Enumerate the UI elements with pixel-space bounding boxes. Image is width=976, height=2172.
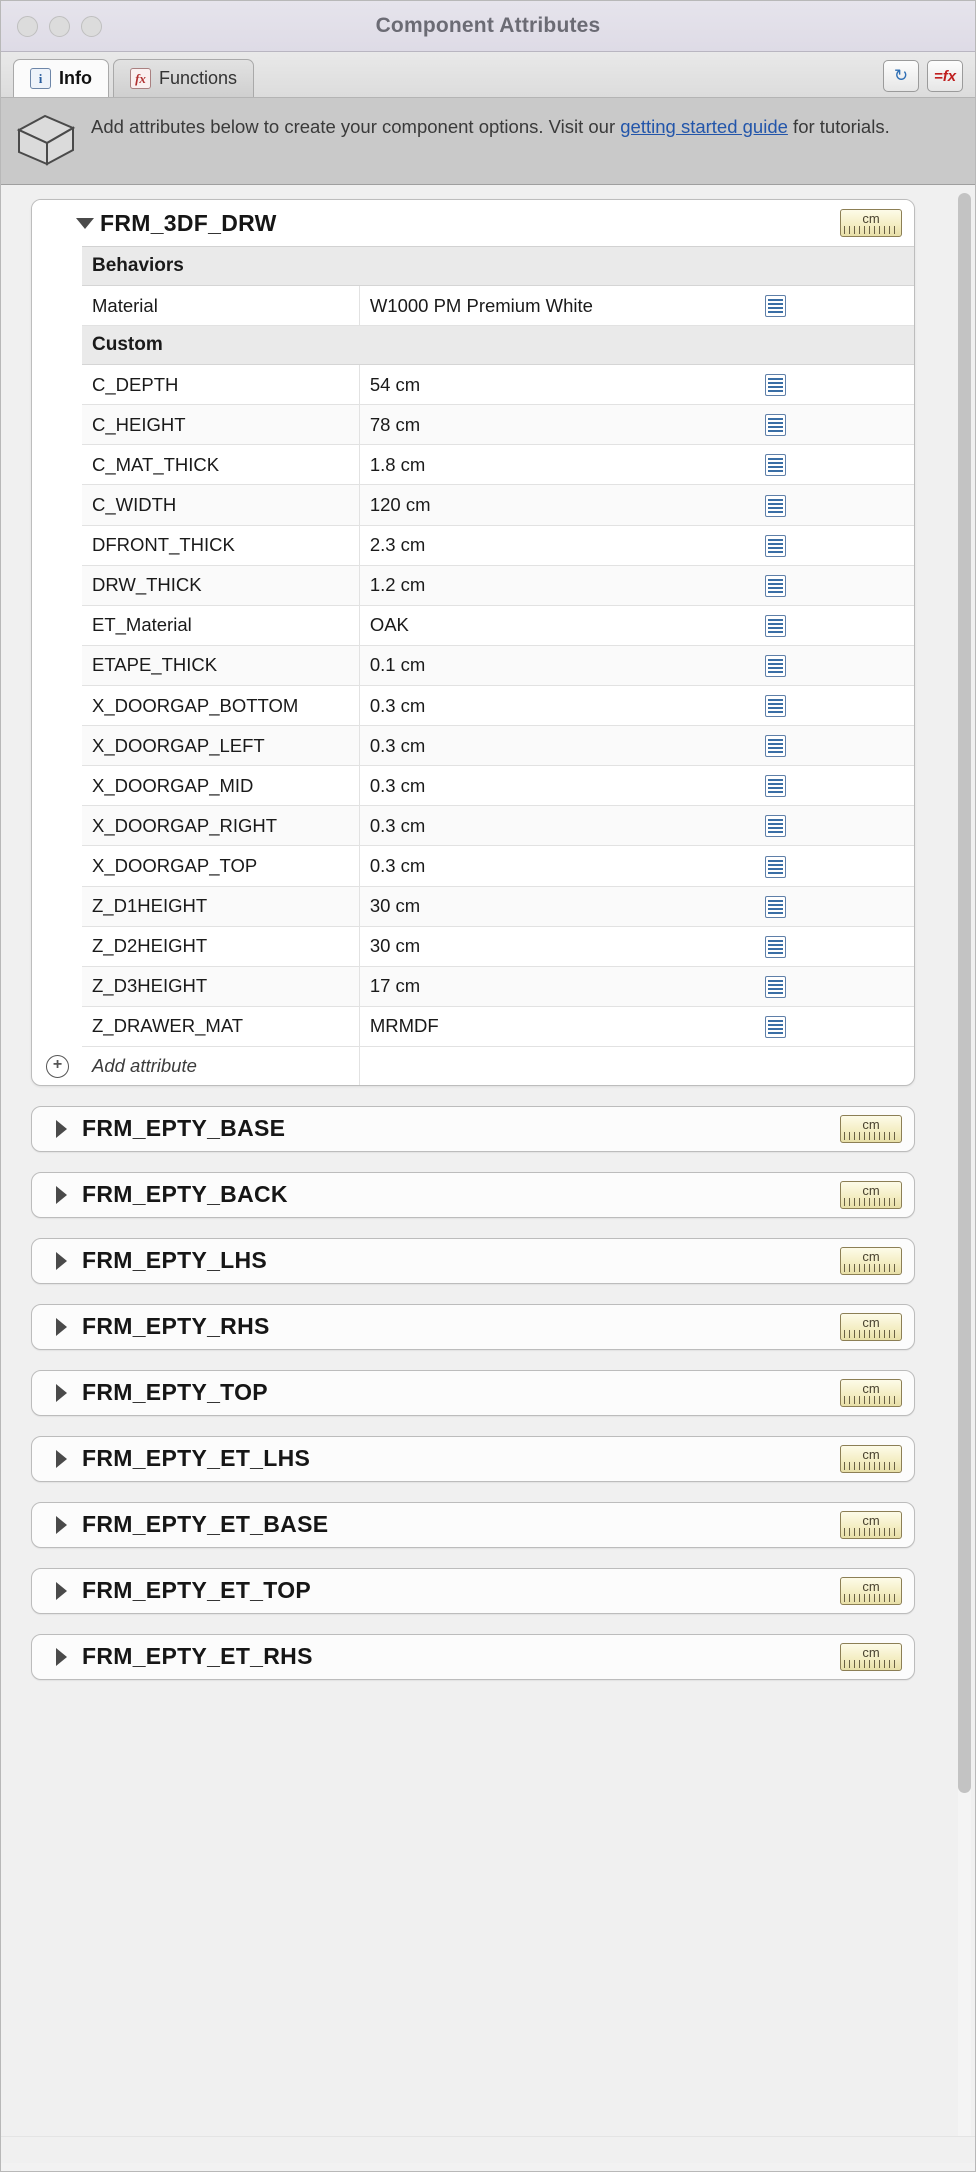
attribute-group-frm-epty-top[interactable] (31, 1370, 915, 1416)
banner-text-after: for tutorials. (787, 116, 890, 137)
attribute-group-frm-epty-et-lhs[interactable] (31, 1436, 915, 1482)
group-title: FRM_EPTY_BACK (82, 1181, 288, 1208)
list-options-icon[interactable] (765, 936, 786, 958)
table-row[interactable] (82, 886, 914, 926)
attribute-value[interactable]: OAK (359, 605, 636, 645)
table-row[interactable] (82, 685, 914, 725)
list-options-icon[interactable] (765, 856, 786, 878)
group-title: FRM_EPTY_ET_TOP (82, 1577, 312, 1604)
unit-badge[interactable] (840, 1115, 902, 1143)
list-options-icon[interactable] (765, 655, 786, 677)
list-options-icon[interactable] (765, 695, 786, 717)
list-options-icon[interactable] (765, 735, 786, 757)
add-attribute-icon-cell (637, 1046, 914, 1085)
table-row[interactable] (82, 365, 914, 405)
table-row[interactable] (82, 605, 914, 645)
attribute-value[interactable]: 54 cm (359, 365, 636, 405)
list-options-icon[interactable] (765, 535, 786, 557)
ruler-ticks (844, 1528, 898, 1536)
window-title: Component Attributes (375, 14, 601, 37)
chevron-right-icon[interactable] (56, 1648, 67, 1666)
table-row[interactable] (82, 525, 914, 565)
attribute-options-cell[interactable] (637, 365, 914, 405)
attribute-name: Material (82, 286, 359, 326)
list-options-icon[interactable] (765, 454, 786, 476)
chevron-right-icon[interactable] (56, 1582, 67, 1600)
group-title: FRM_EPTY_TOP (82, 1379, 268, 1406)
add-attribute-row[interactable] (82, 1046, 914, 1085)
list-options-icon[interactable] (765, 414, 786, 436)
info-icon: i (30, 68, 51, 89)
attribute-name: Z_DRAWER_MAT (82, 1006, 359, 1046)
attribute-name: ET_Material (82, 605, 359, 645)
list-options-icon[interactable] (765, 896, 786, 918)
chevron-right-icon[interactable] (56, 1450, 67, 1468)
list-options-icon[interactable] (765, 495, 786, 517)
list-options-icon[interactable] (765, 295, 786, 317)
unit-label: cm (862, 1380, 880, 1396)
list-options-icon[interactable] (765, 1016, 786, 1038)
add-attribute-label: Add attribute (92, 1054, 197, 1076)
list-options-icon[interactable] (765, 615, 786, 637)
wireframe-cube-icon (15, 112, 77, 168)
table-row[interactable] (82, 645, 914, 685)
ruler-ticks (844, 226, 898, 234)
attributes-table (52, 246, 914, 1085)
attribute-group-frm-3df-drw (31, 199, 915, 1086)
attribute-options-cell[interactable] (637, 565, 914, 605)
group-title: FRM_EPTY_RHS (82, 1313, 270, 1340)
attribute-name: C_HEIGHT (82, 405, 359, 445)
table-row[interactable] (82, 766, 914, 806)
tab-info[interactable] (13, 59, 109, 97)
table-section-behaviors (82, 247, 914, 286)
list-options-icon[interactable] (765, 374, 786, 396)
tab-info-label: Info (59, 68, 92, 88)
tab-functions-label: Functions (159, 68, 238, 88)
attribute-group-frm-epty-back[interactable] (31, 1172, 915, 1218)
group-title: FRM_3DF_DRW (100, 209, 277, 236)
unit-label: cm (862, 1446, 880, 1462)
attribute-options-cell[interactable] (637, 605, 914, 645)
list-options-icon[interactable] (765, 575, 786, 597)
attribute-options-cell[interactable] (637, 806, 914, 846)
attribute-name: X_DOORGAP_BOTTOM (82, 685, 359, 725)
group-title: FRM_EPTY_ET_LHS (82, 1445, 311, 1472)
group-header[interactable] (32, 200, 914, 246)
unit-label: cm (862, 1512, 880, 1528)
attribute-group-frm-epty-rhs[interactable] (31, 1304, 915, 1350)
attribute-value[interactable]: 2.3 cm (359, 525, 636, 565)
attribute-value[interactable]: 78 cm (359, 405, 636, 445)
banner-text (91, 112, 890, 140)
table-row[interactable] (82, 405, 914, 445)
table-row[interactable] (82, 726, 914, 766)
unit-label: cm (862, 1248, 880, 1264)
getting-started-guide-link[interactable]: getting started guide (620, 116, 788, 137)
unit-badge[interactable] (840, 1379, 902, 1407)
table-row[interactable] (82, 926, 914, 966)
attribute-options-cell[interactable] (637, 766, 914, 806)
list-options-icon[interactable] (765, 976, 786, 998)
table-row[interactable] (82, 966, 914, 1006)
table-row[interactable] (82, 806, 914, 846)
attribute-value[interactable]: 0.3 cm (359, 726, 636, 766)
plus-circle-icon[interactable]: + (46, 1055, 69, 1078)
group-title: FRM_EPTY_LHS (82, 1247, 268, 1274)
unit-badge[interactable] (840, 1511, 902, 1539)
attribute-name: X_DOORGAP_TOP (82, 846, 359, 886)
ruler-ticks (844, 1198, 898, 1206)
attribute-value[interactable]: MRMDF (359, 1006, 636, 1046)
attribute-name: C_WIDTH (82, 485, 359, 525)
window-titlebar (1, 1, 975, 52)
unit-badge[interactable] (840, 1247, 902, 1275)
attributes-list (1, 185, 945, 1680)
window-bottom-edge (1, 2136, 975, 2163)
attribute-group-frm-epty-lhs[interactable] (31, 1238, 915, 1284)
attribute-name: Z_D1HEIGHT (82, 886, 359, 926)
tab-functions[interactable] (113, 59, 254, 97)
attribute-options-cell[interactable] (637, 966, 914, 1006)
attributes-scroll-area[interactable] (1, 185, 975, 2163)
formula-icon[interactable]: =fx (927, 60, 963, 92)
unit-badge[interactable] (840, 1643, 902, 1671)
chevron-right-icon[interactable] (56, 1318, 67, 1336)
attribute-options-cell[interactable] (637, 726, 914, 766)
unit-label: cm (862, 1644, 880, 1660)
scrollbar-thumb[interactable] (958, 193, 971, 1793)
refresh-icon[interactable]: ↻ (883, 60, 919, 92)
group-title: FRM_EPTY_BASE (82, 1115, 286, 1142)
attribute-options-cell[interactable] (637, 445, 914, 485)
table-row[interactable] (82, 286, 914, 326)
attribute-value[interactable]: 0.3 cm (359, 846, 636, 886)
attribute-value[interactable]: 120 cm (359, 485, 636, 525)
vertical-scrollbar[interactable] (958, 193, 971, 2155)
unit-label: cm (862, 1578, 880, 1594)
attribute-name: ETAPE_THICK (82, 645, 359, 685)
hint-banner (1, 98, 975, 185)
attribute-name: Z_D2HEIGHT (82, 926, 359, 966)
unit-badge[interactable] (840, 1577, 902, 1605)
attribute-value[interactable]: 0.1 cm (359, 645, 636, 685)
fx-icon: fx (130, 68, 151, 89)
unit-badge[interactable] (840, 209, 902, 237)
unit-label: cm (862, 1314, 880, 1330)
table-row[interactable] (82, 565, 914, 605)
attribute-options-cell[interactable] (637, 485, 914, 525)
unit-badge[interactable] (840, 1313, 902, 1341)
unit-badge[interactable] (840, 1181, 902, 1209)
attribute-name: X_DOORGAP_RIGHT (82, 806, 359, 846)
attribute-value[interactable]: 30 cm (359, 886, 636, 926)
section-label: Behaviors (82, 247, 914, 286)
table-row[interactable] (82, 485, 914, 525)
list-options-icon[interactable] (765, 815, 786, 837)
ruler-ticks (844, 1594, 898, 1602)
chevron-right-icon[interactable] (56, 1384, 67, 1402)
table-row[interactable] (82, 1006, 914, 1046)
add-attribute-value-cell[interactable] (359, 1046, 636, 1085)
attribute-name: C_MAT_THICK (82, 445, 359, 485)
section-label: Custom (82, 326, 914, 365)
attribute-value[interactable]: 30 cm (359, 926, 636, 966)
attribute-value[interactable]: 0.3 cm (359, 766, 636, 806)
chevron-right-icon[interactable] (56, 1186, 67, 1204)
attribute-value[interactable]: 1.2 cm (359, 565, 636, 605)
attribute-options-cell[interactable] (637, 645, 914, 685)
unit-badge[interactable] (840, 1445, 902, 1473)
ruler-ticks (844, 1396, 898, 1404)
attribute-name: DFRONT_THICK (82, 525, 359, 565)
ruler-ticks (844, 1330, 898, 1338)
attribute-name: X_DOORGAP_MID (82, 766, 359, 806)
table-row[interactable] (82, 846, 914, 886)
attribute-value[interactable]: 1.8 cm (359, 445, 636, 485)
attribute-group-frm-epty-et-top[interactable] (31, 1568, 915, 1614)
attribute-value[interactable]: W1000 PM Premium White (359, 286, 636, 326)
attribute-name: X_DOORGAP_LEFT (82, 726, 359, 766)
attribute-value[interactable]: 17 cm (359, 966, 636, 1006)
attribute-options-cell[interactable] (637, 886, 914, 926)
attribute-options-cell[interactable] (637, 1006, 914, 1046)
attribute-group-frm-epty-base[interactable] (31, 1106, 915, 1152)
attribute-name: Z_D3HEIGHT (82, 966, 359, 1006)
attribute-name: DRW_THICK (82, 565, 359, 605)
tab-strip-actions (883, 60, 963, 97)
attribute-options-cell[interactable] (637, 846, 914, 886)
banner-text-before: Add attributes below to create your component options. Visit our (91, 116, 621, 137)
attribute-group-frm-epty-et-base[interactable] (31, 1502, 915, 1548)
attribute-options-cell[interactable] (637, 926, 914, 966)
list-options-icon[interactable] (765, 775, 786, 797)
group-title: FRM_EPTY_ET_BASE (82, 1511, 329, 1538)
add-attribute-cell[interactable] (52, 1046, 359, 1085)
attribute-value[interactable]: 0.3 cm (359, 685, 636, 725)
attribute-options-cell[interactable] (637, 286, 914, 326)
attribute-options-cell[interactable] (637, 405, 914, 445)
chevron-right-icon[interactable] (56, 1120, 67, 1138)
unit-label: cm (862, 1182, 880, 1198)
ruler-ticks (844, 1462, 898, 1470)
chevron-down-icon[interactable] (76, 218, 94, 229)
attribute-options-cell[interactable] (637, 525, 914, 565)
unit-label: cm (862, 211, 880, 226)
table-section-custom (82, 326, 914, 365)
unit-label: cm (862, 1116, 880, 1132)
tab-strip (1, 52, 975, 98)
attribute-group-frm-epty-et-rhs[interactable] (31, 1634, 915, 1680)
attribute-value[interactable]: 0.3 cm (359, 806, 636, 846)
table-row[interactable] (82, 445, 914, 485)
attribute-name: C_DEPTH (82, 365, 359, 405)
chevron-right-icon[interactable] (56, 1516, 67, 1534)
chevron-right-icon[interactable] (56, 1252, 67, 1270)
group-title: FRM_EPTY_ET_RHS (82, 1643, 313, 1670)
ruler-ticks (844, 1132, 898, 1140)
ruler-ticks (844, 1264, 898, 1272)
ruler-ticks (844, 1660, 898, 1668)
attribute-options-cell[interactable] (637, 685, 914, 725)
